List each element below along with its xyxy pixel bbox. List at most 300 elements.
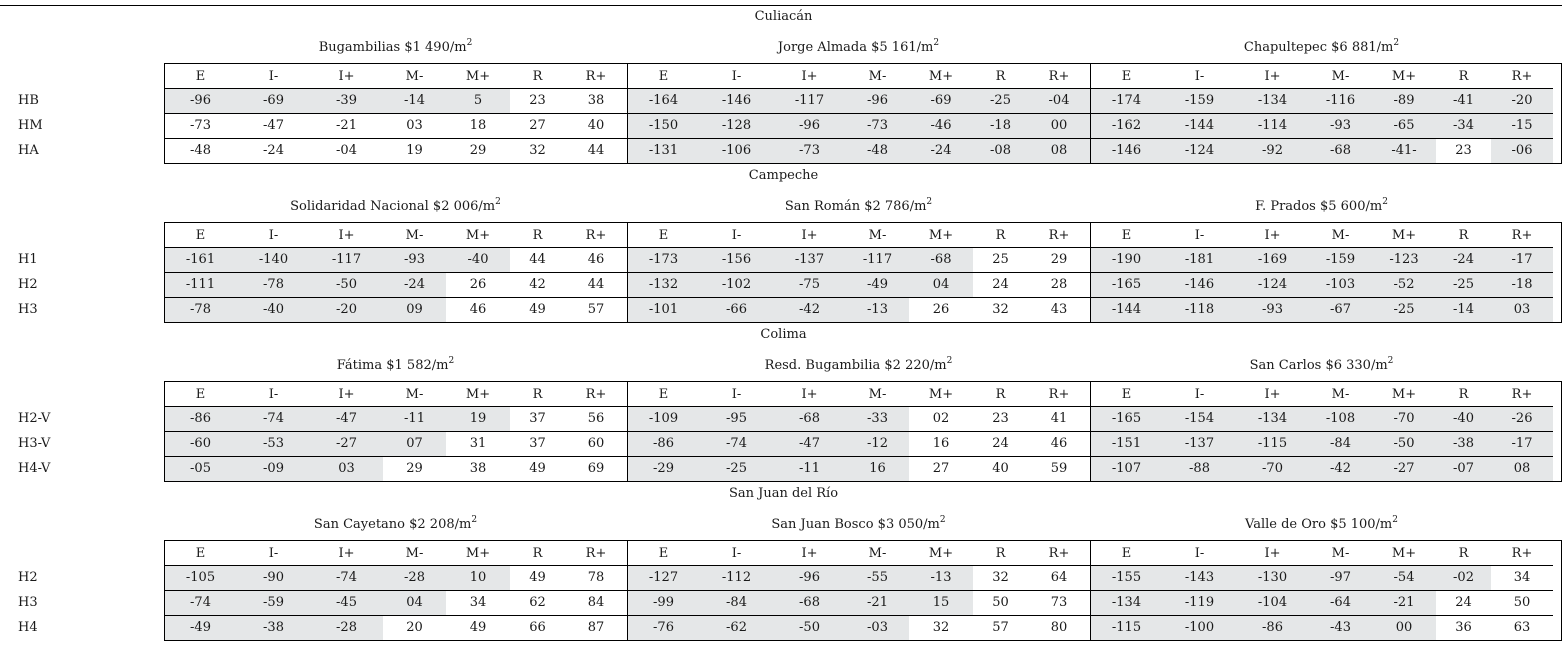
table-cell: -49 (846, 272, 909, 297)
table-cell: -09 (237, 456, 310, 481)
area-unit-exponent: 2 (466, 37, 473, 48)
table-cell: -48 (164, 138, 237, 163)
table-cell: -134 (1236, 88, 1309, 113)
table-cell: -59 (237, 590, 310, 615)
table-cell: -164 (627, 88, 700, 113)
area-unit-exponent: 2 (1382, 196, 1388, 207)
column-header: R+ (1028, 381, 1090, 406)
column-header: M+ (1372, 63, 1436, 88)
neighborhood-title (164, 37, 627, 59)
table-cell: -150 (627, 113, 700, 138)
table-cell: 42 (510, 272, 565, 297)
column-header: I- (1163, 381, 1236, 406)
table-cell: -24 (1436, 247, 1491, 272)
column-header: M+ (1372, 540, 1436, 565)
table-cell: 03 (1491, 297, 1553, 322)
table-cell: -100 (1163, 615, 1236, 640)
table-cell: -40 (1436, 406, 1491, 431)
row-label: H1 (18, 252, 38, 267)
row-label: HB (18, 93, 39, 108)
table-cell: -115 (1236, 431, 1309, 456)
table-cell: -156 (700, 247, 773, 272)
neighborhood-title (1090, 37, 1553, 59)
table-cell: -118 (1163, 297, 1236, 322)
table-cell: 41 (1028, 406, 1090, 431)
table-cell: -06 (1491, 138, 1553, 163)
table-cell: 57 (565, 297, 627, 322)
table-cell: 27 (510, 113, 565, 138)
table-cell: 38 (446, 456, 510, 481)
table-cell: 23 (973, 406, 1028, 431)
table-cell: -04 (1028, 88, 1090, 113)
table-cell: 84 (565, 590, 627, 615)
column-header: E (164, 222, 237, 247)
table-cell: -89 (1372, 88, 1436, 113)
table-cell: -162 (1090, 113, 1163, 138)
table-cell: -159 (1163, 88, 1236, 113)
group-left-border (627, 222, 628, 322)
table-cell: 28 (1028, 272, 1090, 297)
column-header: I+ (310, 540, 383, 565)
table-cell: -25 (973, 88, 1028, 113)
table-cell: 44 (565, 138, 627, 163)
table-cell: -24 (237, 138, 310, 163)
column-header: R (510, 381, 565, 406)
table-cell: 43 (1028, 297, 1090, 322)
group-right-border (1561, 381, 1562, 481)
neighborhood-title (1090, 196, 1553, 218)
table-cell: -116 (1309, 88, 1372, 113)
group-left-border (164, 63, 165, 163)
table-cell: 31 (446, 431, 510, 456)
table-cell: -49 (164, 615, 237, 640)
column-header: R (510, 222, 565, 247)
table-cell: 19 (383, 138, 446, 163)
neighborhood-title (1090, 355, 1553, 377)
table-cell: -67 (1309, 297, 1372, 322)
table-cell: -20 (310, 297, 383, 322)
column-header: M- (1309, 222, 1372, 247)
table-cell: -12 (846, 431, 909, 456)
table-cell: 29 (446, 138, 510, 163)
table-cell: -27 (1372, 456, 1436, 481)
table-cell: -21 (846, 590, 909, 615)
table-cell: 08 (1491, 456, 1553, 481)
table-cell: 32 (510, 138, 565, 163)
table-cell: 87 (565, 615, 627, 640)
column-header: I- (700, 540, 773, 565)
table-cell: -124 (1163, 138, 1236, 163)
table-cell: 60 (565, 431, 627, 456)
column-header: I- (700, 63, 773, 88)
table-cell: -119 (1163, 590, 1236, 615)
column-header: M- (383, 381, 446, 406)
table-cell: -103 (1309, 272, 1372, 297)
table-cell: 29 (383, 456, 446, 481)
table-cell: -159 (1309, 247, 1372, 272)
table-cell: 49 (510, 456, 565, 481)
table-cell: 40 (973, 456, 1028, 481)
column-header: I+ (310, 381, 383, 406)
table-cell: -38 (1436, 431, 1491, 456)
table-cell: -165 (1090, 272, 1163, 297)
table-cell: -112 (700, 565, 773, 590)
table-cell: -34 (1436, 113, 1491, 138)
area-unit-exponent: 2 (946, 355, 953, 366)
table-cell: -128 (700, 113, 773, 138)
column-header: R+ (1028, 222, 1090, 247)
column-header: I- (237, 222, 310, 247)
table-cell: -84 (1309, 431, 1372, 456)
row-label: H2 (18, 570, 38, 585)
column-header: M- (1309, 540, 1372, 565)
table-cell: -88 (1163, 456, 1236, 481)
table-cell: 32 (909, 615, 973, 640)
table-cell: -41- (1372, 138, 1436, 163)
table-cell: -28 (310, 615, 383, 640)
table-cell: 66 (510, 615, 565, 640)
table-cell: -03 (846, 615, 909, 640)
table-cell: -42 (1309, 456, 1372, 481)
neighborhood-title (627, 355, 1090, 377)
neighborhood-name: San Carlos $6 330/m (1249, 358, 1388, 373)
column-header: R+ (565, 63, 627, 88)
table-cell: -146 (1090, 138, 1163, 163)
column-header: E (627, 222, 700, 247)
table-cell: 23 (510, 88, 565, 113)
neighborhood-name: Bugambilias $1 490/m (318, 40, 467, 55)
column-header: I- (237, 381, 310, 406)
neighborhood-title (627, 196, 1090, 218)
column-header: I+ (773, 540, 846, 565)
table-cell: -137 (1163, 431, 1236, 456)
column-header: R+ (1028, 63, 1090, 88)
table-cell: -190 (1090, 247, 1163, 272)
table-cell: 64 (1028, 565, 1090, 590)
table-cell: -46 (909, 113, 973, 138)
table-cell: -108 (1309, 406, 1372, 431)
table-cell: -97 (1309, 565, 1372, 590)
column-header: E (1090, 222, 1163, 247)
neighborhood-name: F. Prados $5 600/m (1255, 199, 1383, 214)
table-cell: -132 (627, 272, 700, 297)
table-cell: -04 (310, 138, 383, 163)
neighborhood-name: San Juan Bosco $3 050/m (771, 517, 940, 532)
table-cell: -68 (773, 406, 846, 431)
table-cell: -146 (700, 88, 773, 113)
table-cell: 49 (510, 565, 565, 590)
table-cell: -14 (1436, 297, 1491, 322)
column-header: E (627, 540, 700, 565)
table-cell: 80 (1028, 615, 1090, 640)
city-title: San Juan del Río (728, 486, 839, 501)
column-header: R (510, 540, 565, 565)
table-cell: -96 (773, 113, 846, 138)
table-cell: -117 (310, 247, 383, 272)
row-label: HM (18, 118, 43, 133)
table-cell: -14 (383, 88, 446, 113)
table-cell: -117 (846, 247, 909, 272)
column-header: M- (846, 381, 909, 406)
table-cell: 18 (446, 113, 510, 138)
table-cell: -64 (1309, 590, 1372, 615)
column-header: R (973, 540, 1028, 565)
column-header: M- (1309, 381, 1372, 406)
table-cell: 5 (446, 88, 510, 113)
table-cell: 24 (973, 431, 1028, 456)
table-cell: -50 (773, 615, 846, 640)
table-cell: -55 (846, 565, 909, 590)
table-cell: -93 (1309, 113, 1372, 138)
table-cell: -78 (237, 272, 310, 297)
table-cell: 20 (383, 615, 446, 640)
column-header: R (973, 222, 1028, 247)
table-cell: 27 (909, 456, 973, 481)
area-unit-exponent: 2 (926, 196, 933, 207)
table-cell: 34 (446, 590, 510, 615)
table-cell: -52 (1372, 272, 1436, 297)
group-left-border (164, 381, 165, 481)
table-cell: 15 (909, 590, 973, 615)
column-header: R+ (1491, 540, 1553, 565)
table-cell: -50 (310, 272, 383, 297)
table-cell: 44 (565, 272, 627, 297)
group-right-border (1561, 222, 1562, 322)
table-cell: -74 (164, 590, 237, 615)
table-cell: -66 (700, 297, 773, 322)
column-header: R (510, 63, 565, 88)
table-cell: -17 (1491, 431, 1553, 456)
group-right-border (1561, 63, 1562, 163)
table-cell: -18 (1491, 272, 1553, 297)
column-header: E (164, 63, 237, 88)
column-header: I- (237, 540, 310, 565)
header-top-rule (164, 540, 1562, 541)
column-header: E (164, 381, 237, 406)
column-header: I+ (310, 222, 383, 247)
table-cell: -127 (627, 565, 700, 590)
column-header: I- (700, 222, 773, 247)
table-cell: 24 (1436, 590, 1491, 615)
table-cell: -165 (1090, 406, 1163, 431)
column-header: I- (1163, 222, 1236, 247)
group-left-border (627, 540, 628, 640)
table-cell: -90 (237, 565, 310, 590)
table-cell: 03 (310, 456, 383, 481)
table-cell: 49 (510, 297, 565, 322)
table-cell: -74 (700, 431, 773, 456)
table-cell: 46 (1028, 431, 1090, 456)
column-header: M- (383, 63, 446, 88)
column-header: R+ (565, 381, 627, 406)
table-cell: -08 (973, 138, 1028, 163)
area-unit-exponent: 2 (448, 355, 455, 366)
table-cell: 10 (446, 565, 510, 590)
column-header: M+ (1372, 222, 1436, 247)
table-cell: -43 (1309, 615, 1372, 640)
table-cell: -05 (164, 456, 237, 481)
table-cell: -07 (1436, 456, 1491, 481)
table-cell: -107 (1090, 456, 1163, 481)
table-cell: 04 (383, 590, 446, 615)
neighborhood-title (1090, 514, 1553, 536)
table-cell: -73 (846, 113, 909, 138)
table-cell: -33 (846, 406, 909, 431)
block-bottom-rule (164, 640, 1562, 641)
table-cell: 23 (1436, 138, 1491, 163)
table-cell: -73 (164, 113, 237, 138)
column-header: R+ (1491, 63, 1553, 88)
neighborhood-title (627, 514, 1090, 536)
block-bottom-rule (164, 322, 1562, 323)
table-cell: -92 (1236, 138, 1309, 163)
table-cell: -68 (909, 247, 973, 272)
table-cell: -134 (1090, 590, 1163, 615)
table-cell: -29 (627, 456, 700, 481)
table-cell: -70 (1236, 456, 1309, 481)
table-cell: 56 (565, 406, 627, 431)
table-cell: 49 (446, 615, 510, 640)
column-header: M- (846, 540, 909, 565)
column-header: E (627, 381, 700, 406)
row-label: H3-V (18, 436, 51, 451)
table-cell: -114 (1236, 113, 1309, 138)
table-cell: -53 (237, 431, 310, 456)
table-cell: -95 (700, 406, 773, 431)
column-header: M- (846, 63, 909, 88)
table-cell: -38 (237, 615, 310, 640)
table-cell: 62 (510, 590, 565, 615)
column-header: R (973, 381, 1028, 406)
table-cell: -17 (1491, 247, 1553, 272)
table-cell: 69 (565, 456, 627, 481)
area-unit-exponent: 2 (1387, 355, 1394, 366)
table-cell: -21 (1372, 590, 1436, 615)
table-cell: -47 (310, 406, 383, 431)
table-cell: -60 (164, 431, 237, 456)
table-cell: 50 (973, 590, 1028, 615)
table-cell: 29 (1028, 247, 1090, 272)
table-cell: -111 (164, 272, 237, 297)
table-cell: -47 (773, 431, 846, 456)
table-cell: 25 (973, 247, 1028, 272)
table-cell: -47 (237, 113, 310, 138)
column-header: M+ (909, 381, 973, 406)
column-header: R+ (565, 222, 627, 247)
area-unit-exponent: 2 (1393, 37, 1400, 48)
table-cell: -99 (627, 590, 700, 615)
column-header: I+ (1236, 540, 1309, 565)
column-header: R+ (1491, 222, 1553, 247)
table-cell: -106 (700, 138, 773, 163)
table-cell: -134 (1236, 406, 1309, 431)
city-title: Colima (760, 327, 807, 342)
table-cell: -28 (383, 565, 446, 590)
column-header: R (1436, 540, 1491, 565)
table-cell: -140 (237, 247, 310, 272)
column-header: R (1436, 63, 1491, 88)
group-left-border (627, 63, 628, 163)
table-cell: -25 (1372, 297, 1436, 322)
column-header: M+ (446, 222, 510, 247)
column-header: E (1090, 540, 1163, 565)
table-cell: -169 (1236, 247, 1309, 272)
row-label: H4-V (18, 461, 51, 476)
table-cell: -50 (1372, 431, 1436, 456)
table-cell: -143 (1163, 565, 1236, 590)
table-cell: -155 (1090, 565, 1163, 590)
column-header: I+ (310, 63, 383, 88)
table-cell: -24 (383, 272, 446, 297)
table-cell: -68 (773, 590, 846, 615)
table-cell: 37 (510, 406, 565, 431)
table-cell: -27 (310, 431, 383, 456)
table-cell: -93 (383, 247, 446, 272)
table-cell: -70 (1372, 406, 1436, 431)
table-cell: -161 (164, 247, 237, 272)
table-cell: -18 (973, 113, 1028, 138)
city-title: Campeche (748, 168, 819, 183)
table-cell: 78 (565, 565, 627, 590)
group-left-border (1090, 222, 1091, 322)
area-unit-exponent: 2 (1392, 514, 1398, 525)
table-cell: 34 (1491, 565, 1553, 590)
column-header: E (627, 63, 700, 88)
column-header: M- (846, 222, 909, 247)
neighborhood-name: San Cayetano $2 208/m (313, 517, 472, 532)
column-header: I- (237, 63, 310, 88)
block-bottom-rule (164, 481, 1562, 482)
neighborhood-name: Jorge Almada $5 161/m (777, 40, 934, 55)
table-cell: -144 (1163, 113, 1236, 138)
column-header: I+ (1236, 63, 1309, 88)
table-cell: -15 (1491, 113, 1553, 138)
row-label: H2 (18, 277, 38, 292)
column-header: M+ (446, 381, 510, 406)
column-header: M+ (446, 540, 510, 565)
table-cell: -74 (310, 565, 383, 590)
table-cell: -96 (164, 88, 237, 113)
table-cell: -13 (846, 297, 909, 322)
column-header: M- (1309, 63, 1372, 88)
table-cell: 04 (909, 272, 973, 297)
column-header: I- (1163, 63, 1236, 88)
column-header: M- (383, 222, 446, 247)
table-cell: -174 (1090, 88, 1163, 113)
table-cell: -102 (700, 272, 773, 297)
table-cell: -69 (237, 88, 310, 113)
table-cell: 02 (909, 406, 973, 431)
column-header: I- (700, 381, 773, 406)
table-cell: 38 (565, 88, 627, 113)
column-header: I+ (773, 381, 846, 406)
column-header: M- (383, 540, 446, 565)
table-cell: -48 (846, 138, 909, 163)
table-cell: 59 (1028, 456, 1090, 481)
row-label: H2-V (18, 411, 51, 426)
neighborhood-name: San Román $2 786/m (784, 199, 927, 214)
row-label: HA (18, 143, 39, 158)
table-cell: 50 (1491, 590, 1553, 615)
row-label: H3 (18, 302, 38, 317)
table-cell: 37 (510, 431, 565, 456)
table-cell: -68 (1309, 138, 1372, 163)
table-cell: 73 (1028, 590, 1090, 615)
table-cell: -41 (1436, 88, 1491, 113)
table-cell: -42 (773, 297, 846, 322)
group-left-border (1090, 381, 1091, 481)
column-header: R (973, 63, 1028, 88)
